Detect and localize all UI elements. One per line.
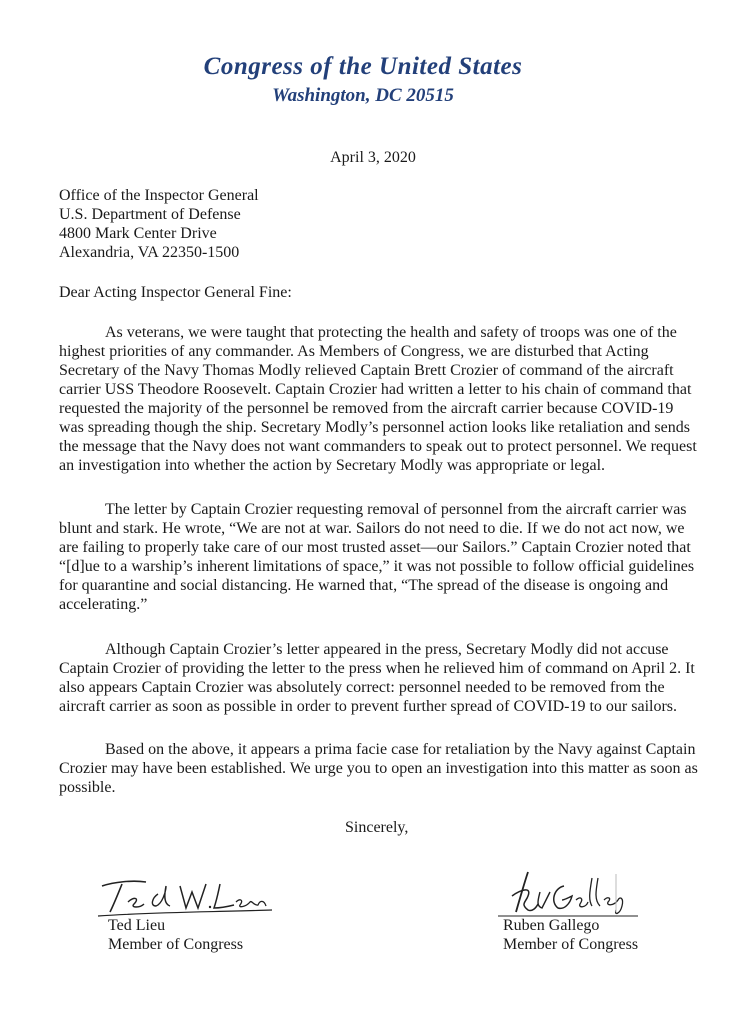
recipient-line: Alexandria, VA 22350-1500 [59,244,240,261]
recipient-line: U.S. Department of Defense [59,206,241,223]
signatory-ted-lieu [108,916,243,954]
signatory-title: Member of Congress [503,936,639,953]
body-paragraph: Although Captain Crozier’s letter appeared in the press, Secretary Modly did not accuse Captain Crozier of providing the letter to the press when he relieved him of command on April 2. It also appears Captain Crozier was absolutely correct: personnel needed to be removed from the aircraft carrier as soon as possible in order to prevent further spread of COVID-19 to our sailors. [59,641,695,715]
letterhead [0,52,750,108]
letterhead-address: Washington, DC 20515 [272,85,454,106]
recipient-line: Office of the Inspector General [59,187,259,204]
signature-ruben-gallego [498,866,643,921]
signatory-title: Member of Congress [108,936,244,953]
signatory-ruben-gallego [503,916,638,954]
body-paragraph: As veterans, we were taught that protecting the health and safety of troops was one of the highest priorities of any commander. As Members of Congress, we are disturbed that Acting Secretary of the Navy Thomas Modly relieved Captain Brett Crozier of command of the aircraft carrier USS Theodore Roosevelt. Captain Crozier had written a letter to his chain of command that requested the majority of the personnel be removed from the aircraft carrier because COVID-19 was spreading though the ship. Secretary Modly’s personnel action looks like retaliation and sends the message that the Navy does not want commanders to speak out to protect personnel. We request an investigation into whether the action by Secretary Modly was appropriate or legal. [59,324,697,474]
letterhead-title: Congress of the United States [203,53,523,80]
signatory-name: Ruben Gallego [503,917,600,934]
recipient-line: 4800 Mark Center Drive [59,225,217,242]
recipient-address [59,186,259,262]
salutation: Dear Acting Inspector General Fine: [59,284,292,301]
body-paragraph: Based on the above, it appears a prima facie case for retaliation by the Navy against Captain Crozier may have been established. We urge you to open an investigation into this matter as soon as possible. [59,741,698,796]
body-paragraph: The letter by Captain Crozier requesting removal of personnel from the aircraft carrier was blunt and stark. He wrote, “We are not at war. Sailors do not need to die. If we do not act now, we are failing to properly take care of our most trusted asset—our Sailors.” Captain Crozier noted that “[d]ue to a warship’s inherent limitations of space,” it was not possible to follow official guidelines for quarantine and social distancing. He warned that, “The spread of the disease is ongoing and accelerating.” [59,501,695,613]
letter-date: April 3, 2020 [330,149,416,166]
signature-ted-lieu [94,872,274,922]
signatory-name: Ted Lieu [108,917,166,934]
closing: Sincerely, [345,819,409,836]
